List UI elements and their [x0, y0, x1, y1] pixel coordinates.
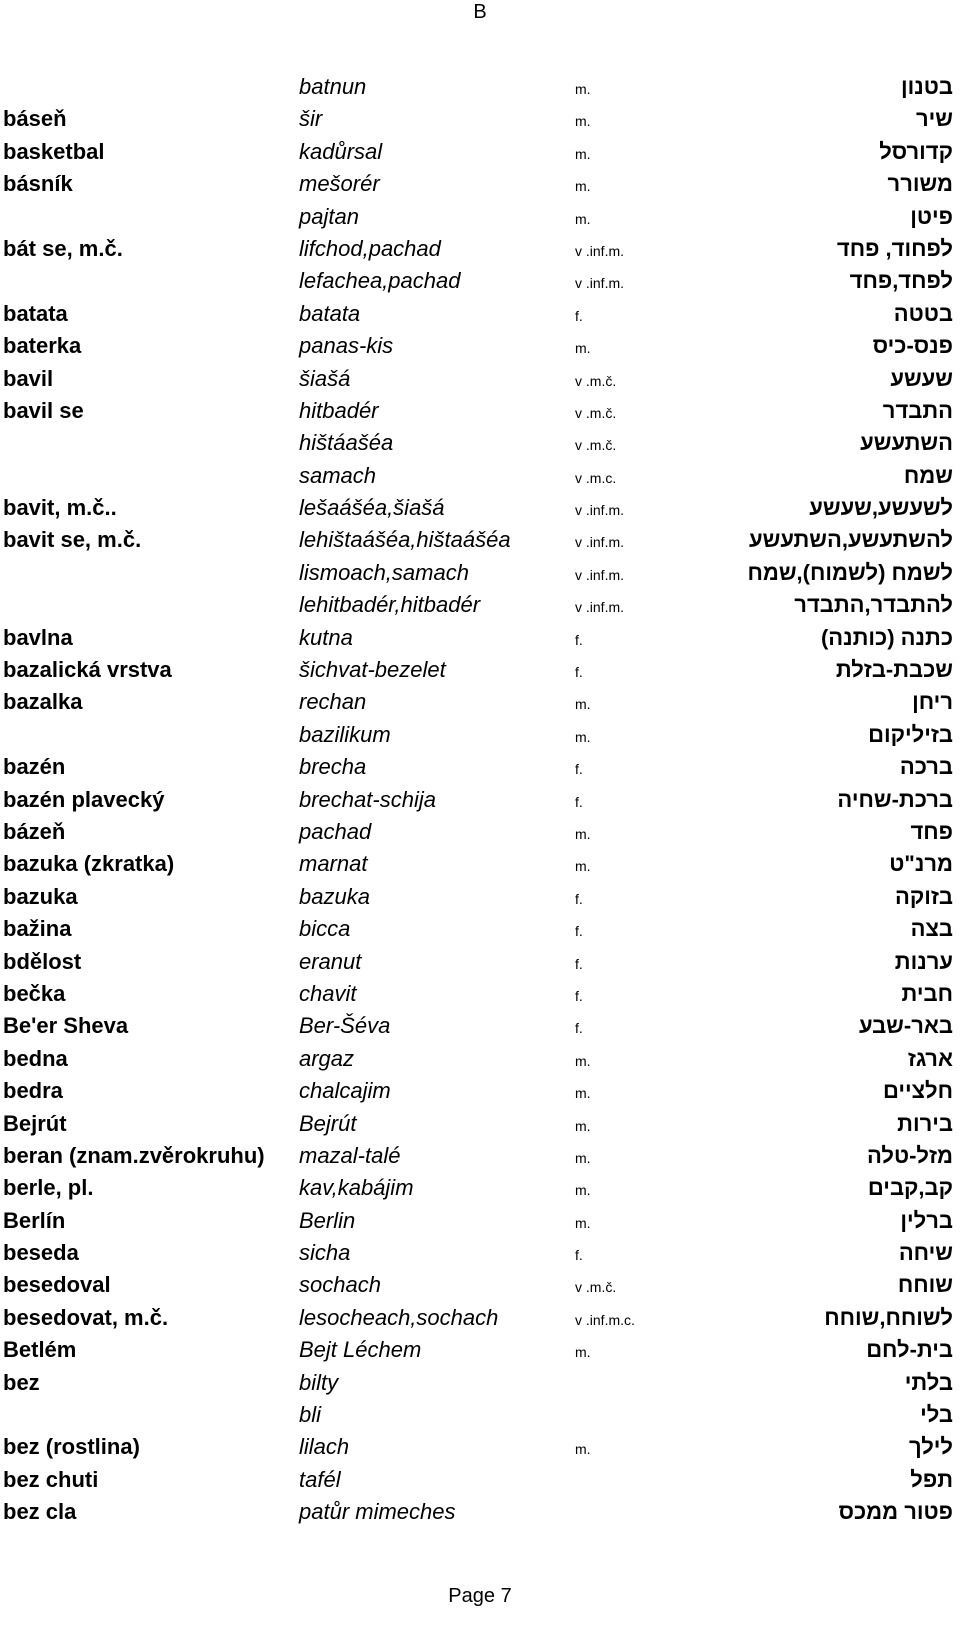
transliteration: patůr mimeches: [299, 1499, 456, 1525]
dictionary-entry: [0, 330, 960, 362]
hebrew-term: מזל-טלה: [866, 1142, 953, 1168]
transliteration: marnat: [299, 851, 368, 877]
grammar-note: f.: [575, 1020, 583, 1037]
dictionary-entry: [0, 1464, 960, 1496]
hebrew-term: בלי: [920, 1402, 953, 1428]
czech-term: bdělost: [3, 948, 82, 974]
hebrew-term: שכבת-בזלת: [835, 657, 953, 683]
grammar-note: m.: [575, 858, 591, 875]
czech-term: Bejrút: [3, 1110, 67, 1136]
transliteration: brecha: [299, 754, 367, 780]
grammar-note: m.: [575, 696, 591, 713]
grammar-note: m.: [575, 178, 591, 195]
czech-term: besedovat, m.č.: [3, 1304, 169, 1330]
czech-term: basketbal: [3, 138, 105, 164]
dictionary-entry: [0, 1075, 960, 1107]
czech-term: bavit se, m.č.: [3, 527, 142, 553]
dictionary-entry: [0, 1172, 960, 1204]
hebrew-term: התבדר: [882, 397, 953, 423]
transliteration: chalcajim: [299, 1078, 391, 1104]
transliteration: lilach: [299, 1434, 350, 1460]
czech-term: bazén: [3, 754, 66, 780]
hebrew-term: תפל: [910, 1466, 953, 1492]
czech-term: bez (rostlina): [3, 1434, 140, 1460]
czech-term: bát se, m.č.: [3, 235, 123, 261]
hebrew-term: שוחח: [897, 1272, 953, 1298]
czech-term: bázeň: [3, 818, 66, 844]
transliteration: Berlin: [299, 1207, 356, 1233]
page-number: Page 7: [448, 1585, 512, 1607]
hebrew-term: בטטה: [893, 300, 953, 326]
grammar-note: m.: [575, 825, 591, 842]
hebrew-term: ברכת-שחיה: [837, 786, 953, 812]
hebrew-term: חלציים: [882, 1078, 953, 1104]
dictionary-entry: [0, 686, 960, 718]
dictionary-entry: [0, 1367, 960, 1399]
grammar-note: v .m.č.: [575, 404, 617, 421]
hebrew-term: לילך: [908, 1434, 953, 1460]
czech-term: bavit, m.č..: [3, 495, 117, 521]
grammar-note: v .m.č.: [575, 1279, 617, 1296]
dictionary-entry: [0, 363, 960, 395]
hebrew-term: ברכה: [899, 754, 953, 780]
dictionary-entry: [0, 265, 960, 297]
dictionary-entry: [0, 913, 960, 945]
transliteration: lehištaášéa,hištaášéa: [299, 527, 511, 553]
hebrew-term: בלתי: [904, 1369, 953, 1395]
hebrew-term: שמח: [903, 462, 953, 488]
dictionary-entry: [0, 524, 960, 556]
czech-term: bedra: [3, 1078, 63, 1104]
transliteration: lešaášéa,šiašá: [299, 495, 445, 521]
transliteration: chavit: [299, 980, 357, 1006]
dictionary-entry: [0, 1108, 960, 1140]
hebrew-term: ברלין: [900, 1207, 953, 1233]
transliteration: sochach: [299, 1272, 381, 1298]
dictionary-entry: [0, 1043, 960, 1075]
transliteration: bilty: [299, 1369, 339, 1395]
dictionary-entry: [0, 1431, 960, 1463]
hebrew-term: בירות: [897, 1110, 953, 1136]
grammar-note: m.: [575, 1182, 591, 1199]
czech-term: bavlna: [3, 624, 73, 650]
hebrew-term: להתבדר,התבדר: [794, 592, 953, 618]
page-header-letter: B: [473, 1, 487, 23]
transliteration: šir: [299, 106, 323, 132]
dictionary-entry: [0, 136, 960, 168]
grammar-note: m.: [575, 728, 591, 745]
hebrew-term: בזוקה: [894, 883, 953, 909]
grammar-note: f.: [575, 890, 583, 907]
dictionary-entry: [0, 946, 960, 978]
dictionary-table: [0, 71, 960, 1529]
hebrew-term: שעשע: [890, 365, 953, 391]
transliteration: pajtan: [299, 203, 359, 229]
hebrew-term: בטנון: [901, 74, 953, 99]
czech-term: básník: [3, 171, 73, 197]
transliteration: kadůrsal: [299, 138, 383, 164]
transliteration: lefachea,pachad: [299, 268, 461, 294]
grammar-note: v .inf.m.: [575, 275, 625, 292]
dictionary-entry: [0, 1496, 960, 1528]
grammar-note: m.: [575, 81, 591, 97]
grammar-note: f.: [575, 761, 583, 778]
hebrew-term: פחד: [910, 818, 953, 844]
dictionary-entry: [0, 654, 960, 686]
grammar-note: v .m.č.: [575, 437, 617, 454]
dictionary-entry: [0, 168, 960, 200]
czech-term: Be'er Sheva: [3, 1013, 129, 1039]
dictionary-entry: [0, 589, 960, 621]
grammar-note: v .inf.m.c.: [575, 1311, 635, 1328]
transliteration: hitbadér: [299, 397, 379, 423]
dictionary-entry: [0, 103, 960, 135]
hebrew-term: כתנה (כותנה): [820, 624, 953, 650]
hebrew-term: לשמח (לשמוח),שמח: [747, 559, 953, 585]
czech-term: batata: [3, 300, 68, 326]
czech-term: bavil se: [3, 397, 84, 423]
transliteration: bicca: [299, 916, 351, 942]
czech-term: bečka: [3, 980, 66, 1006]
czech-term: beseda: [3, 1240, 79, 1266]
transliteration: lesocheach,sochach: [299, 1304, 499, 1330]
dictionary-entry: [0, 460, 960, 492]
hebrew-term: לפחד,פחד: [849, 268, 953, 294]
dictionary-entry: [0, 881, 960, 913]
grammar-note: v .inf.m.: [575, 599, 625, 616]
czech-term: bez: [3, 1369, 40, 1395]
dictionary-entry: [0, 1205, 960, 1237]
czech-term: bavil: [3, 365, 54, 391]
transliteration: šichvat-bezelet: [299, 657, 446, 683]
hebrew-term: ריחן: [912, 689, 953, 715]
dictionary-entry: [0, 1010, 960, 1042]
hebrew-term: פיטן: [910, 203, 953, 229]
dictionary-entry: [0, 1334, 960, 1366]
grammar-note: v .inf.m.: [575, 566, 625, 583]
grammar-note: f.: [575, 307, 583, 324]
czech-term: bedna: [3, 1045, 68, 1071]
dictionary-entry: [0, 816, 960, 848]
transliteration: batnun: [299, 74, 367, 99]
dictionary-entry: [0, 233, 960, 265]
hebrew-term: שיר: [915, 106, 953, 132]
czech-term: báseň: [3, 106, 67, 132]
dictionary-entry: [0, 719, 960, 751]
transliteration: šiašá: [299, 365, 351, 391]
hebrew-term: חבית: [901, 980, 953, 1006]
transliteration: sicha: [299, 1240, 351, 1266]
transliteration: rechan: [299, 689, 367, 715]
transliteration: brechat-schija: [299, 786, 436, 812]
transliteration: batata: [299, 300, 361, 326]
czech-term: bazén plavecký: [3, 786, 165, 812]
transliteration: bazuka: [299, 883, 370, 909]
grammar-note: v .m.c.: [575, 469, 617, 486]
grammar-note: m.: [575, 210, 591, 227]
hebrew-term: פטור ממכס: [838, 1499, 953, 1525]
dictionary-entry: [0, 492, 960, 524]
hebrew-term: לשוחח,שוחח: [824, 1304, 953, 1330]
hebrew-term: ערנות: [894, 948, 953, 974]
hebrew-term: קדורסל: [879, 138, 953, 164]
grammar-note: m.: [575, 1052, 591, 1069]
hebrew-term: בזיליקום: [868, 721, 953, 747]
czech-term: berle, pl.: [3, 1175, 94, 1201]
dictionary-entry: [0, 1237, 960, 1269]
hebrew-term: לפחוד, פחד: [836, 235, 953, 261]
hebrew-term: להשתעשע,השתעשע: [749, 527, 953, 553]
grammar-note: f.: [575, 923, 583, 940]
czech-term: bez chuti: [3, 1466, 99, 1492]
grammar-note: f.: [575, 987, 583, 1004]
grammar-note: v .inf.m.: [575, 534, 625, 551]
dictionary-entry: [0, 1269, 960, 1301]
grammar-note: f.: [575, 955, 583, 972]
dictionary-entry: [0, 751, 960, 783]
grammar-note: m.: [575, 1344, 591, 1361]
dictionary-entry: [0, 1140, 960, 1172]
hebrew-term: משורר: [887, 171, 953, 197]
grammar-note: m.: [575, 1149, 591, 1166]
czech-term: Berlín: [3, 1207, 66, 1233]
hebrew-term: בית-לחם: [866, 1337, 953, 1363]
czech-term: beran (znam.zvěrokruhu): [3, 1142, 265, 1168]
hebrew-term: שיחה: [898, 1240, 953, 1266]
czech-term: bazuka: [3, 883, 78, 909]
dictionary-entry: [0, 1302, 960, 1334]
transliteration: mazal-talé: [299, 1142, 401, 1168]
dictionary-entry: [0, 71, 960, 103]
hebrew-term: פנס-כיס: [872, 333, 953, 359]
transliteration: hištáašéa: [299, 430, 394, 456]
grammar-note: f.: [575, 631, 583, 648]
dictionary-entry: [0, 978, 960, 1010]
hebrew-term: השתעשע: [860, 430, 953, 456]
transliteration: bazilikum: [299, 721, 391, 747]
grammar-note: f.: [575, 793, 583, 810]
grammar-note: v .inf.m.: [575, 242, 625, 259]
czech-term: Betlém: [3, 1337, 77, 1363]
transliteration: lehitbadér,hitbadér: [299, 592, 481, 618]
transliteration: Ber-Šéva: [299, 1013, 391, 1039]
grammar-note: m.: [575, 1214, 591, 1231]
transliteration: mešorér: [299, 171, 380, 197]
hebrew-term: לשעשע,שעשע: [809, 495, 953, 521]
dictionary-entry: [0, 298, 960, 330]
dictionary-entry: [0, 557, 960, 589]
transliteration: bli: [299, 1402, 322, 1428]
grammar-note: m.: [575, 1085, 591, 1102]
transliteration: Bejt Léchem: [299, 1337, 422, 1363]
transliteration: tafél: [299, 1466, 341, 1492]
dictionary-entry: [0, 427, 960, 459]
dictionary-entry: [0, 201, 960, 233]
transliteration: pachad: [299, 818, 372, 844]
grammar-note: v .m.č.: [575, 372, 617, 389]
transliteration: samach: [299, 462, 377, 488]
grammar-note: m.: [575, 113, 591, 130]
hebrew-term: ארגז: [907, 1045, 953, 1071]
hebrew-term: בצה: [910, 916, 953, 942]
transliteration: argaz: [299, 1045, 355, 1071]
dictionary-entry: [0, 395, 960, 427]
transliteration: lifchod,pachad: [299, 235, 441, 261]
transliteration: kav,kabájim: [299, 1175, 414, 1201]
czech-term: bazuka (zkratka): [3, 851, 175, 877]
hebrew-term: באר-שבע: [858, 1013, 953, 1039]
transliteration: Bejrút: [299, 1110, 357, 1136]
hebrew-term: מרנ"ט: [889, 851, 953, 877]
dictionary-entry: [0, 848, 960, 880]
grammar-note: m.: [575, 340, 591, 357]
grammar-note: f.: [575, 664, 583, 681]
czech-term: baterka: [3, 333, 82, 359]
transliteration: lismoach,samach: [299, 559, 469, 585]
dictionary-entry: [0, 1399, 960, 1431]
grammar-note: m.: [575, 145, 591, 162]
czech-term: bazalka: [3, 689, 83, 715]
grammar-note: m.: [575, 1441, 591, 1458]
transliteration: panas-kis: [299, 333, 394, 359]
transliteration: kutna: [299, 624, 353, 650]
transliteration: eranut: [299, 948, 362, 974]
grammar-note: f.: [575, 1247, 583, 1264]
czech-term: bažina: [3, 916, 72, 942]
grammar-note: v .inf.m.: [575, 502, 625, 519]
dictionary-entry: [0, 622, 960, 654]
czech-term: bez cla: [3, 1499, 77, 1525]
hebrew-term: קב,קבים: [867, 1175, 953, 1201]
czech-term: bazalická vrstva: [3, 657, 172, 683]
dictionary-entry: [0, 784, 960, 816]
grammar-note: m.: [575, 1117, 591, 1134]
czech-term: besedoval: [3, 1272, 111, 1298]
